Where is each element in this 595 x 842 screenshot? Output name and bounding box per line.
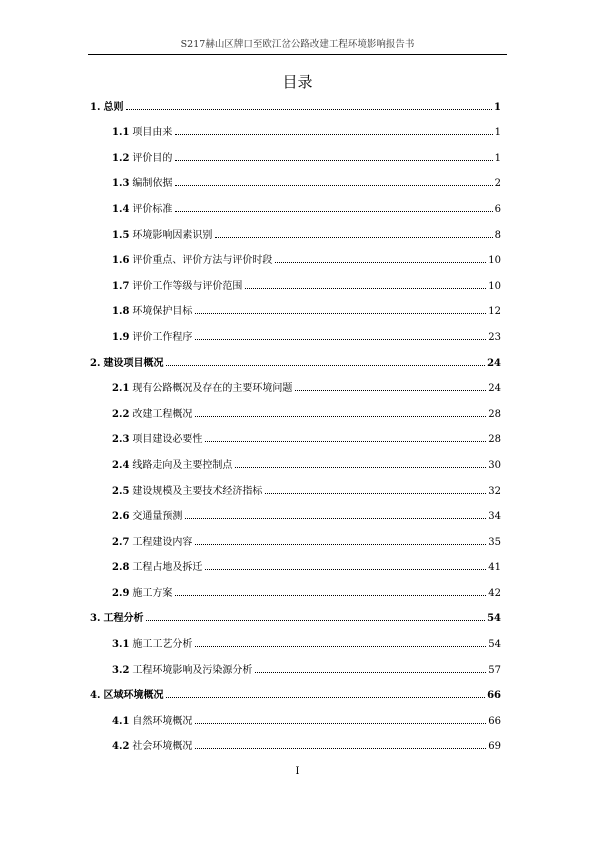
toc-entry-number: 3. xyxy=(90,613,101,625)
header-rule xyxy=(88,54,507,55)
dot-leader xyxy=(126,109,492,110)
toc-entry-number: 2.2 xyxy=(112,408,130,420)
toc-entry-number: 2. xyxy=(90,357,101,369)
dot-leader xyxy=(195,748,486,749)
toc-entry-page: 24 xyxy=(487,357,501,369)
dot-leader xyxy=(175,211,492,212)
dot-leader xyxy=(195,544,486,545)
toc-entry[interactable] xyxy=(90,297,501,323)
toc-entry-number: 1.5 xyxy=(112,229,130,241)
toc-entry-number: 2.8 xyxy=(112,562,130,574)
toc-entry-title: 工程环境影响及污染源分析 xyxy=(132,664,253,676)
dot-leader xyxy=(166,697,485,698)
toc-entry[interactable] xyxy=(90,655,501,681)
toc-entry-number: 1.8 xyxy=(112,306,130,318)
toc-entry-title: 建设规模及主要技术经济指标 xyxy=(132,485,263,497)
toc-entry[interactable] xyxy=(90,732,501,758)
dot-leader xyxy=(185,518,486,519)
toc-entry-number: 2.6 xyxy=(112,511,130,523)
toc-entry-title: 评价工作等级与评价范围 xyxy=(132,280,243,292)
toc-entry[interactable] xyxy=(90,322,501,348)
toc-entry[interactable] xyxy=(90,553,501,579)
toc-entry-title: 施工工艺分析 xyxy=(132,639,193,651)
toc-entry-title: 线路走向及主要控制点 xyxy=(132,459,233,471)
toc-entry-page: 57 xyxy=(488,664,501,676)
toc-entry-number: 4.1 xyxy=(112,715,130,727)
toc-entry-number: 2.4 xyxy=(112,459,130,471)
toc-entry-title: 工程分析 xyxy=(103,613,144,625)
toc-entry[interactable] xyxy=(90,578,501,604)
toc-entry-title: 区域环境概况 xyxy=(103,690,164,702)
dot-leader xyxy=(175,160,492,161)
toc-entry[interactable] xyxy=(90,246,501,272)
dot-leader xyxy=(195,313,486,314)
toc-entry[interactable] xyxy=(90,450,501,476)
toc-entry-number: 3.1 xyxy=(112,639,130,651)
toc-entry-page: 28 xyxy=(488,408,501,420)
toc-entry-number: 1.6 xyxy=(112,255,130,267)
toc-entry-title: 评价重点、评价方法与评价时段 xyxy=(132,255,273,267)
toc-entry-page: 66 xyxy=(487,690,501,702)
dot-leader xyxy=(195,339,486,340)
dot-leader xyxy=(275,262,486,263)
dot-leader xyxy=(205,569,486,570)
dot-leader xyxy=(175,185,492,186)
dot-leader xyxy=(195,723,486,724)
dot-leader xyxy=(175,134,492,135)
toc-entry-title: 评价目的 xyxy=(132,152,173,164)
toc-entry[interactable] xyxy=(90,706,501,732)
toc-entry-title: 工程建设内容 xyxy=(132,536,193,548)
toc-entry[interactable] xyxy=(90,604,501,630)
toc-entry[interactable] xyxy=(90,629,501,655)
toc-entry-page: 69 xyxy=(488,741,501,753)
toc-entry[interactable] xyxy=(90,681,501,707)
running-header: S217赫山区牌口至欧江岔公路改建工程环境影响报告书 xyxy=(180,39,415,50)
toc-entry[interactable] xyxy=(90,374,501,400)
toc-entry-page: 2 xyxy=(494,178,501,190)
toc-entry[interactable] xyxy=(90,271,501,297)
toc-entry[interactable] xyxy=(90,502,501,528)
toc-entry-page: 10 xyxy=(488,280,501,292)
toc-entry[interactable] xyxy=(90,169,501,195)
toc-entry-title: 项目建设必要性 xyxy=(132,434,203,446)
toc-entry[interactable] xyxy=(90,476,501,502)
toc-entry-number: 3.2 xyxy=(112,664,130,676)
toc-entry-title: 自然环境概况 xyxy=(132,715,193,727)
toc-entry-page: 1 xyxy=(494,101,501,113)
toc-entry-page: 41 xyxy=(488,562,501,574)
toc-entry[interactable] xyxy=(90,425,501,451)
toc-entry-number: 4.2 xyxy=(112,741,130,753)
toc-entry[interactable] xyxy=(90,92,501,118)
toc-entry-title: 工程占地及拆迁 xyxy=(132,562,203,574)
table-of-contents xyxy=(90,92,501,757)
toc-entry-number: 2.1 xyxy=(112,383,130,395)
toc-entry-number: 2.9 xyxy=(112,587,130,599)
toc-entry[interactable] xyxy=(90,194,501,220)
dot-leader xyxy=(265,493,486,494)
toc-entry[interactable] xyxy=(90,399,501,425)
toc-entry-page: 54 xyxy=(487,613,501,625)
toc-entry-page: 66 xyxy=(488,715,501,727)
toc-entry-page: 42 xyxy=(488,587,501,599)
toc-entry-number: 1.4 xyxy=(112,203,130,215)
dot-leader xyxy=(255,672,486,673)
toc-entry-page: 24 xyxy=(488,383,501,395)
toc-entry-title: 施工方案 xyxy=(132,587,173,599)
toc-entry-number: 1. xyxy=(90,101,101,113)
toc-entry[interactable] xyxy=(90,143,501,169)
toc-entry-number: 1.3 xyxy=(112,178,130,190)
dot-leader xyxy=(146,620,485,621)
toc-entry-page: 54 xyxy=(488,639,501,651)
toc-entry-title: 社会环境概况 xyxy=(132,741,193,753)
toc-entry-page: 32 xyxy=(488,485,501,497)
toc-entry[interactable] xyxy=(90,527,501,553)
toc-entry-page: 12 xyxy=(488,306,501,318)
toc-entry-number: 2.5 xyxy=(112,485,130,497)
toc-entry-page: 1 xyxy=(494,152,501,164)
toc-entry-page: 28 xyxy=(488,434,501,446)
toc-entry-number: 1.9 xyxy=(112,331,130,343)
dot-leader xyxy=(166,365,485,366)
toc-title: 目录 xyxy=(282,73,313,91)
toc-entry-page: 23 xyxy=(488,331,501,343)
page-number: I xyxy=(295,766,300,777)
toc-entry-number: 2.3 xyxy=(112,434,130,446)
toc-entry-page: 34 xyxy=(488,511,501,523)
toc-entry[interactable] xyxy=(90,348,501,374)
toc-entry-title: 环境保护目标 xyxy=(132,306,193,318)
toc-entry[interactable] xyxy=(90,220,501,246)
toc-entry-title: 交通量预测 xyxy=(132,511,183,523)
dot-leader xyxy=(195,646,486,647)
toc-entry-page: 8 xyxy=(494,229,501,241)
toc-entry[interactable] xyxy=(90,118,501,144)
toc-entry-page: 6 xyxy=(494,203,501,215)
toc-entry-title: 总则 xyxy=(103,101,124,113)
toc-entry-page: 30 xyxy=(488,459,501,471)
toc-entry-number: 1.2 xyxy=(112,152,130,164)
toc-entry-number: 1.7 xyxy=(112,280,130,292)
dot-leader xyxy=(195,416,486,417)
toc-entry-page: 35 xyxy=(488,536,501,548)
dot-leader xyxy=(245,288,486,289)
dot-leader xyxy=(215,237,492,238)
toc-entry-page: 1 xyxy=(494,127,501,139)
toc-entry-title: 评价工作程序 xyxy=(132,331,193,343)
dot-leader xyxy=(205,441,486,442)
toc-entry-number: 2.7 xyxy=(112,536,130,548)
toc-entry-page: 10 xyxy=(488,255,501,267)
dot-leader xyxy=(295,390,486,391)
dot-leader xyxy=(175,595,486,596)
dot-leader xyxy=(235,467,486,468)
toc-entry-title: 现有公路概况及存在的主要环境问题 xyxy=(132,383,293,395)
toc-entry-number: 4. xyxy=(90,690,101,702)
toc-entry-title: 项目由来 xyxy=(132,127,173,139)
toc-entry-title: 环境影响因素识别 xyxy=(132,229,213,241)
toc-entry-number: 1.1 xyxy=(112,127,130,139)
toc-entry-title: 编制依据 xyxy=(132,178,173,190)
toc-entry-title: 建设项目概况 xyxy=(103,357,164,369)
toc-entry-title: 评价标准 xyxy=(132,203,173,215)
toc-entry-title: 改建工程概况 xyxy=(132,408,193,420)
